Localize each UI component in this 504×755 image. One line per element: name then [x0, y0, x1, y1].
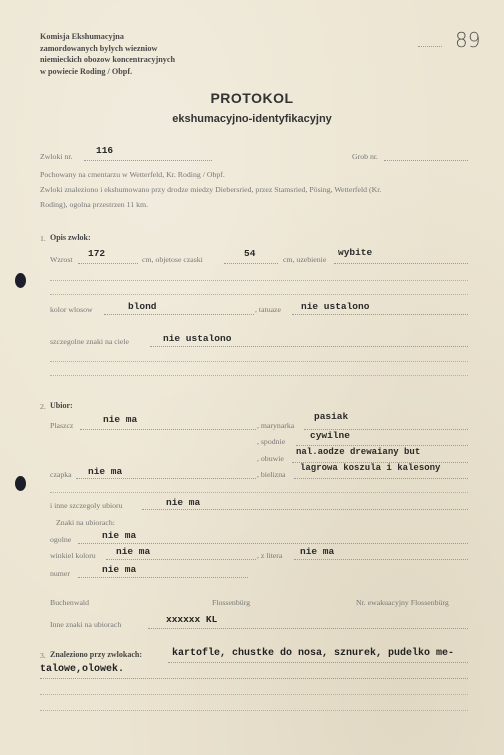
document-subtitle: ekshumacyjno-identyfikacyjny — [172, 113, 332, 125]
wzrost-label: Wzrost — [50, 255, 73, 264]
cm-uzebienie-label: cm, uzebienie — [283, 255, 327, 264]
inne-szczegoly-dots — [142, 509, 468, 510]
flossenburg-label: Flossenbürg — [212, 598, 250, 607]
znaleziono-dots-1 — [168, 662, 468, 663]
uzebienie-value: wybite — [338, 247, 373, 258]
org-line-3: niemieckich obozow koncentracyjnych — [40, 55, 176, 65]
zwloki-label: Zwloki nr. — [40, 152, 73, 161]
cm-objetosc-label: cm, objetose czaski — [142, 255, 203, 264]
grob-label: Grob nr. — [352, 152, 378, 161]
section1-heading: Opis zwlok: — [50, 233, 91, 242]
plaszcz-value: nie ma — [103, 414, 138, 425]
blank-line-6 — [40, 694, 468, 695]
litera-dots — [294, 559, 468, 560]
marynarka-value: pasiak — [314, 411, 349, 422]
org-line-1: Komisja Ekshumacyjna — [40, 32, 124, 41]
numer-value: nie ma — [102, 564, 137, 575]
spodnie-value: cywilne — [310, 430, 350, 441]
buchenwald-label: Buchenwald — [50, 598, 89, 607]
page-number: 89 — [455, 28, 481, 52]
section1-number: 1. — [40, 234, 46, 243]
intro-line-2: Zwloki znaleziono i ekshumowano przy drodze miedzy Diebersried, przez Stamsried, Pösing, Wetterfeld (Kr. — [40, 185, 382, 194]
czaska-dots — [224, 263, 278, 264]
litera-label: , z litera — [257, 551, 283, 560]
wzrost-dots — [78, 263, 138, 264]
blank-line-2 — [50, 294, 468, 295]
intro-line-1: Pochowany na cmentarzu w Wetterfeld, Kr. Roding / Obpf. — [40, 170, 225, 179]
bielizna-label: , bielizna — [257, 470, 286, 479]
ogolne-dots — [78, 543, 468, 544]
document-title: PROTOKOL — [210, 90, 294, 106]
inne-znaki-label: Inne znaki na ubiorach — [50, 620, 122, 629]
section2-number: 2. — [40, 402, 46, 411]
numer-label: numer — [50, 569, 70, 578]
spodnie-dots — [296, 445, 468, 446]
blank-line-4 — [50, 375, 468, 376]
organization-header — [40, 31, 175, 77]
czapka-dots — [76, 478, 256, 479]
section2-heading: Ubior: — [50, 401, 73, 410]
wzrost-value: 172 — [88, 248, 106, 259]
intro-line-3: Roding), ogolna przestrzen 11 km. — [40, 200, 148, 209]
czapka-label: czapka — [50, 470, 72, 479]
blank-line-3 — [50, 361, 468, 362]
nr-ewakuacyjny-label: Nr. ewakuacyjny Flossenbürg — [356, 598, 449, 607]
page-number-line — [418, 46, 442, 47]
tatuaze-value: nie ustalono — [301, 301, 370, 312]
kolor-dots — [104, 314, 254, 315]
znaleziono-value-line-1: kartofle, chustke do nosa, sznurek, pudelko me- — [172, 648, 455, 659]
kolor-label: kolor wlosow — [50, 305, 93, 314]
inne-znaki-value: xxxxxx KL — [166, 614, 218, 625]
bielizna-dots — [294, 478, 468, 479]
plaszcz-label: Plaszcz — [50, 421, 74, 430]
section3-heading: Znaleziono przy zwlokach: — [50, 650, 142, 659]
punch-hole-bottom — [15, 476, 26, 491]
tatuaze-dots — [292, 314, 468, 315]
inne-szczegoly-label: i inne szczegoly ubioru — [50, 501, 123, 510]
inne-znaki-dots — [148, 628, 468, 629]
marynarka-label: , marynarka — [257, 421, 295, 430]
czaska-value: 54 — [244, 248, 256, 259]
spodnie-label: , spodnie — [257, 437, 286, 446]
znaleziono-value-line-2: talowe,olowek. — [40, 664, 125, 675]
org-line-4: w powiecie Roding / Obpf. — [40, 66, 133, 76]
punch-hole-top — [15, 273, 26, 288]
znaki-cialo-value: nie ustalono — [163, 333, 232, 344]
section3-number: 3. — [40, 651, 46, 660]
tatuaze-label: , tatuaze — [255, 305, 281, 314]
znaki-ubior-label: Znaki na ubiorach: — [56, 518, 115, 527]
blank-line-1 — [50, 280, 468, 281]
plaszcz-dots — [80, 429, 256, 430]
obuwie-value: nal.aodze drewaiany but — [296, 447, 421, 457]
kolor-value: blond — [128, 301, 157, 312]
ogolne-value: nie ma — [102, 530, 137, 541]
zwloki-dots — [84, 160, 212, 161]
czapka-value: nie ma — [88, 466, 123, 477]
org-line-2: zamordowanych bylych wiezniow — [40, 43, 158, 53]
litera-value: nie ma — [300, 546, 335, 557]
ogolne-label: ogolne — [50, 535, 72, 544]
znaki-cialo-dots — [150, 346, 468, 347]
grob-dots — [384, 160, 468, 161]
numer-dots — [78, 577, 248, 578]
winkiel-dots — [106, 559, 256, 560]
zwloki-value: 116 — [96, 145, 114, 156]
obuwie-label: , obuwie — [257, 454, 284, 463]
inne-szczegoly-value: nie ma — [166, 497, 201, 508]
znaki-cialo-label: szczegolne znaki na ciele — [50, 337, 130, 346]
winkiel-label: winkiel koloru — [50, 551, 96, 560]
znaleziono-dots-2 — [40, 678, 468, 679]
blank-line-7 — [40, 710, 468, 711]
blank-line-5 — [50, 492, 468, 493]
winkiel-value: nie ma — [116, 546, 151, 557]
bielizna-value: lagrowa koszula i kalesony — [300, 463, 441, 473]
uzebienie-dots — [334, 263, 468, 264]
